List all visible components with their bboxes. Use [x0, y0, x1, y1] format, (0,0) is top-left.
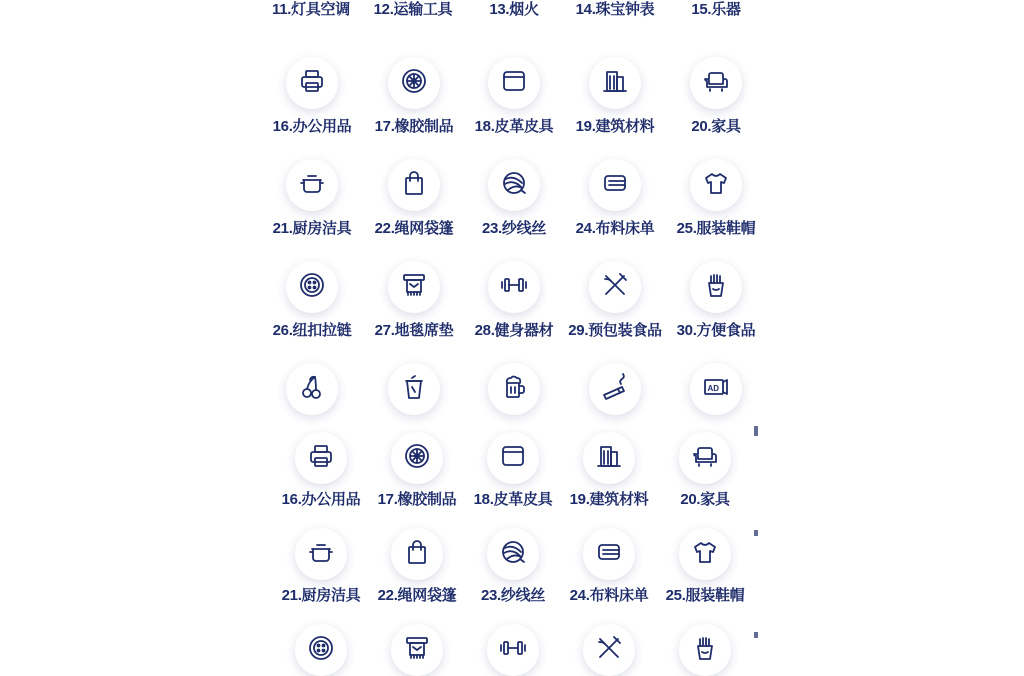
- category-label: 25.服装鞋帽: [676, 220, 756, 237]
- bag-icon: [400, 169, 428, 202]
- tshirt-icon: [702, 169, 730, 202]
- category-label: 22.绳网袋篷: [377, 587, 457, 604]
- sofa-icon: [702, 67, 730, 100]
- carpet-icon: [400, 271, 428, 304]
- category-label: 26.纽扣拉链: [272, 322, 352, 339]
- category-icon-button[interactable]: [690, 57, 742, 109]
- category-icon-button[interactable]: [583, 624, 635, 676]
- category-icon-button[interactable]: [286, 363, 338, 415]
- category-label: 20.家具: [691, 118, 741, 135]
- fabric-icon: [595, 538, 623, 571]
- category-icon-button[interactable]: [487, 624, 539, 676]
- category-label: 17.橡胶制品: [377, 491, 457, 508]
- category-icon-button[interactable]: [679, 624, 731, 676]
- tshirt-icon: [691, 538, 719, 571]
- beer-icon: [500, 373, 528, 406]
- category-icon-button[interactable]: [589, 57, 641, 109]
- category-label: 17.橡胶制品: [374, 118, 454, 135]
- category-label: 24.布料床单: [575, 220, 655, 237]
- category-icon-button[interactable]: [295, 432, 347, 484]
- category-label: 12.运输工具: [373, 1, 453, 18]
- yarn-icon: [499, 538, 527, 571]
- ad-icon: [702, 373, 730, 406]
- category-label: 23.纱线丝: [481, 220, 547, 237]
- fabric-icon: [601, 169, 629, 202]
- category-label: 18.皮革皮具: [473, 491, 553, 508]
- category-icon-button[interactable]: [589, 261, 641, 313]
- category-icon-button[interactable]: [589, 159, 641, 211]
- building-icon: [595, 442, 623, 475]
- fries-icon: [691, 634, 719, 667]
- wheel-icon: [400, 67, 428, 100]
- bag-icon: [403, 538, 431, 571]
- category-icon-button[interactable]: [679, 528, 731, 580]
- category-label: 14.珠宝钟表: [575, 1, 655, 18]
- category-icon-button[interactable]: [391, 624, 443, 676]
- category-icon-button[interactable]: [488, 57, 540, 109]
- category-icon-button[interactable]: [388, 363, 440, 415]
- category-icon-button[interactable]: [487, 528, 539, 580]
- category-icon-button[interactable]: [286, 57, 338, 109]
- category-label: 29.预包装食品: [568, 322, 662, 339]
- category-label: 28.健身器材: [474, 322, 554, 339]
- printer-icon: [307, 442, 335, 475]
- cup-icon: [400, 373, 428, 406]
- category-label: 24.布料床单: [569, 587, 649, 604]
- carpet-icon: [403, 634, 431, 667]
- category-icon-button[interactable]: [488, 363, 540, 415]
- category-icon-button[interactable]: [388, 57, 440, 109]
- category-label: 20.家具: [680, 491, 730, 508]
- fork-knife-icon: [595, 634, 623, 667]
- pot-icon: [298, 169, 326, 202]
- category-icon-button[interactable]: [583, 528, 635, 580]
- svg-text:AD: AD: [707, 383, 720, 393]
- category-label: 16.办公用品: [272, 118, 352, 135]
- edge-mark: [754, 530, 758, 536]
- category-label: 27.地毯席垫: [374, 322, 454, 339]
- category-icon-button[interactable]: [286, 159, 338, 211]
- sofa-icon: [691, 442, 719, 475]
- building-icon: [601, 67, 629, 100]
- category-label: 13.烟火: [489, 1, 539, 18]
- category-icon-button[interactable]: [295, 528, 347, 580]
- printer-icon: [298, 67, 326, 100]
- category-icon-button[interactable]: [391, 528, 443, 580]
- category-label: 18.皮革皮具: [474, 118, 554, 135]
- fork-knife-icon: [601, 271, 629, 304]
- category-label: 21.厨房洁具: [281, 587, 361, 604]
- wallet-icon: [500, 67, 528, 100]
- category-label: 19.建筑材料: [569, 491, 649, 508]
- dumbbell-icon: [499, 634, 527, 667]
- category-icon-button[interactable]: [488, 159, 540, 211]
- fries-icon: [702, 271, 730, 304]
- edge-mark: [754, 426, 758, 436]
- cherry-icon: [298, 373, 326, 406]
- wallet-icon: [499, 442, 527, 475]
- category-icon-button[interactable]: [690, 363, 742, 415]
- edge-mark: [754, 632, 758, 638]
- button-icon: [307, 634, 335, 667]
- category-icon-button[interactable]: [388, 159, 440, 211]
- category-icon-button[interactable]: [391, 432, 443, 484]
- yarn-icon: [500, 169, 528, 202]
- cigarette-icon: [601, 373, 629, 406]
- pot-icon: [307, 538, 335, 571]
- category-icon-button[interactable]: [690, 261, 742, 313]
- category-label: 15.乐器: [691, 1, 741, 18]
- category-icon-button[interactable]: [589, 363, 641, 415]
- category-icon-button[interactable]: [488, 261, 540, 313]
- category-icon-button[interactable]: [583, 432, 635, 484]
- category-label: 16.办公用品: [281, 491, 361, 508]
- category-icon-button[interactable]: [295, 624, 347, 676]
- category-icon-button[interactable]: [690, 159, 742, 211]
- category-icon-button[interactable]: [679, 432, 731, 484]
- category-label: 19.建筑材料: [575, 118, 655, 135]
- category-label: 22.绳网袋篷: [374, 220, 454, 237]
- category-label: 11.灯具空调: [272, 1, 350, 18]
- button-icon: [298, 271, 326, 304]
- category-label: 25.服装鞋帽: [665, 587, 745, 604]
- wheel-icon: [403, 442, 431, 475]
- category-icon-button[interactable]: [388, 261, 440, 313]
- category-label: 30.方便食品: [676, 322, 756, 339]
- dumbbell-icon: [500, 271, 528, 304]
- category-label: 21.厨房洁具: [272, 220, 352, 237]
- category-icon-button[interactable]: [487, 432, 539, 484]
- category-icon-button[interactable]: [286, 261, 338, 313]
- category-label: 23.纱线丝: [480, 587, 546, 604]
